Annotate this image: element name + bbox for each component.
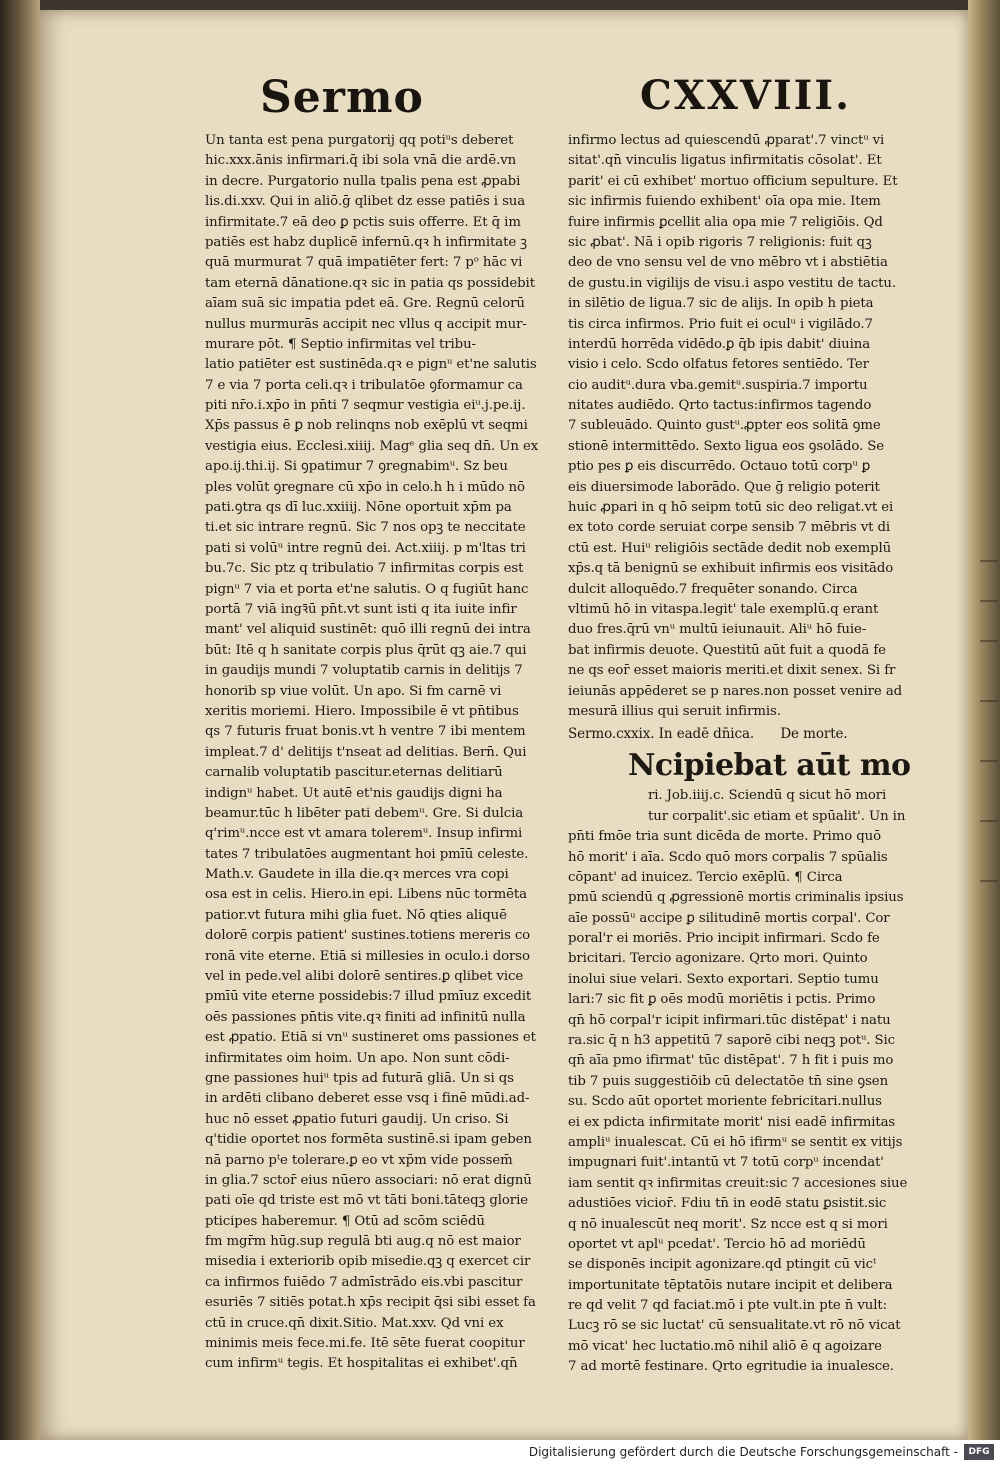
text-line: de gustu.in vigilijs de visu.i aspo vestitu de tactu. [568, 275, 896, 291]
right-text-column [568, 131, 913, 1378]
text-line: beamur.tūc h libēter pati debemᵘ. Gre. Si dulcia [205, 805, 524, 821]
text-line: cōpant' ad inuicez. Tercio exēplū. ¶ Circa [568, 869, 843, 885]
text-line: in silētio de ligua.7 sic de alijs. In opib h pieta [568, 296, 874, 312]
text-line: dulcit alloquēdo.7 frequēter sonando. Circa [568, 581, 858, 597]
text-line: hō morit' i aīa. Scdo quō mors corpalis 7 spūalis [568, 849, 888, 865]
text-line: inolui siue velari. Sexto exportari. Septio tumu [568, 971, 879, 987]
text-line: pmīū vite eterne possidebis:7 illud pmīuz excedit [205, 989, 532, 1005]
text-line: Un tanta est pena purgatorij qq potiᵘs deberet [205, 133, 514, 148]
text-line: xp̄s.q tā benignū se exhibuit infirmis eos visitādo [568, 561, 894, 577]
text-line: q nō inualescūt neq morit'. Sz ncce est q si mori [568, 1216, 888, 1232]
text-line: ca infirmos fuiēdo 7 admīstrādo eis.vbi pascitur [205, 1274, 523, 1290]
text-line: tam eternā dānatione.qꝛ sic in patia qs possidebit [205, 275, 535, 291]
next-page-edge [968, 0, 1000, 1440]
text-line: apo.ij.thi.ij. Si ꝯpatimur 7 ꝯregnabimᵘ. Sz beu [205, 459, 508, 475]
text-line: infirmitate.7 eā deo ꝑ pctis suis offerre. Et q̄ im [205, 214, 521, 230]
text-line: visio i celo. Scdo olfatus fetores sentiēdo. Ter [568, 357, 869, 373]
text-line: mō vicat' hec luctatio.mō nihil aliō ē q agoizare [568, 1338, 882, 1354]
text-line: 7 ad mortē festinare. Qrto egritudie ia inualesce. [568, 1359, 894, 1375]
folio-number: CXXVIII. [640, 72, 851, 119]
text-line: 7 subleuādo. Quinto gustᵘ.ꝓpter eos solitā ꝯme [568, 418, 881, 434]
text-line: pmū sciendū q ꝓgressionē mortis criminalis ipsius [568, 890, 904, 906]
text-line: in decre. Purgatorio nulla tpalis pena est ꝓpabi [205, 173, 521, 189]
text-line: qn̄ aīa pmo ifirmat' tūc distēpat'. 7 h fit i puis mo [568, 1053, 894, 1069]
text-line: minimis meis fece.mi.fe. Itē sēte fuerat coopitur [205, 1336, 525, 1352]
left-text-column [205, 131, 550, 1375]
text-line: sic infirmis fuiendo exhibent' oīa opa mie. Item [568, 194, 881, 210]
text-line: ex toto corde seruiat corpe sensib 7 mēbris vt di [568, 520, 891, 536]
text-line: qs 7 futuris fruat bonis.vt h ventre 7 ibi mentem [205, 724, 526, 740]
text-line: Math.v. Gaudete in illa die.qꝛ merces vra copi [205, 867, 509, 883]
text-line: in ardēti clibano deberet esse vsq i finē mūdi.ad- [205, 1091, 530, 1107]
text-line: eis diuersimode laborādo. Que ḡ religio poterit [568, 479, 880, 495]
text-line: huc nō esset ꝓpatio futuri gaudij. Un criso. Si [205, 1111, 509, 1127]
text-line: gne passiones huiᵘ tpis ad futurā gliā. Un si qs [205, 1070, 514, 1086]
sermon-heading [568, 724, 913, 746]
text-line: oportet vt aplᵘ pcedat'. Tercio hō ad moriēdū [568, 1236, 866, 1252]
funding-credit: Digitalisierung gefördert durch die Deutsche Forschungsgemeinschaft - [528, 1445, 958, 1459]
text-line: vestigia eius. Ecclesi.xiiij. Magᵉ glia seq dn̄. Un ex [205, 438, 539, 454]
text-line: būt: Itē q h sanitate corpis plus q̄rūt qꝫ aie.7 qui [205, 642, 527, 658]
text-line: adustiōes vicior̄. Fdiu tn̄ in eodē statu ꝑsistit.sic [568, 1196, 887, 1212]
text-line: pati si volūᵘ intre regnū dei. Act.xiiij. p m'ltas tri [205, 540, 526, 556]
text-line: in gaudijs mundi 7 voluptatib carnis in delitijs 7 [205, 663, 523, 679]
text-line: ra.sic q̄ n h3 appetitū 7 saporē cibi neqꝫ potᵘ. Sic [568, 1033, 895, 1049]
text-line: pn̄ti fmōe tria sunt dicēda de morte. Primo quō [568, 829, 882, 845]
text-line: ctū est. Huiᵘ religiōis sectāde dedit nob exemplū [568, 540, 892, 556]
right-column-top [568, 131, 913, 722]
text-line: interdū horrēda vidēdo.ꝑ q̄b ipis dabit' diuina [568, 336, 871, 352]
text-line: latio patiēter est sustinēda.qꝛ e pignᵘ et'ne salutis [205, 357, 537, 373]
text-line: vel in pede.vel alibi dolorē sentires.ꝑ qlibet vice [205, 969, 524, 985]
text-line: mant' vel aliquid sustinēt: quō illi regnū dei intra [205, 622, 531, 638]
text-line: se disponēs incipit agonizare.qd ptingit cū vicᵗ [568, 1257, 877, 1273]
text-line: aīam suā sic impatia pdet eā. Gre. Regnū celorū [205, 296, 525, 312]
book-spine [0, 0, 40, 1440]
text-line: tib 7 puis suggestiōib cū delectatōe tn̄ sine ꝯsen [568, 1073, 889, 1089]
text-line: pticipes haberemur. ¶ Otū ad scōm sciēdū [205, 1213, 485, 1229]
running-head-left: Sermo [260, 72, 424, 123]
text-line: xeritis moriemi. Hiero. Impossibile ē vt pn̄tibus [205, 703, 519, 719]
text-line: ctū in cruce.qn̄ dixit.Sitio. Mat.xxv. Qd vni ex [205, 1315, 504, 1331]
text-line: patior.vt futura mihi glia fuet. Nō qties aliquē [205, 907, 507, 923]
text-line: tur corpalit'.sic etiam et spūalit'. Un in [648, 808, 906, 824]
footer-bar [0, 1440, 1000, 1466]
text-line: est ꝓpatio. Etiā si vnᵘ sustineret oms passiones et [205, 1030, 536, 1046]
sermon-title: Sermo.cxxix. In eadē dn̄ica. [568, 726, 755, 743]
text-line: patiēs est habz duplicē infernū.qꝛ h infirmitate ꝫ [205, 234, 527, 250]
text-line: cum infirmᵘ tegis. Et hospitalitas ei exhibet'.qn̄ [205, 1356, 518, 1372]
text-line: indignᵘ habet. Ut autē et'nis gaudijs digni ha [205, 785, 503, 801]
text-line: bat infirmis deuote. Questitū aūt fuit a quodā fe [568, 642, 886, 658]
text-line: pignᵘ 7 via et porta et'ne salutis. O q fugiūt hanc [205, 581, 529, 597]
text-line: infirmo lectus ad quiescendū ꝓparat'.7 vinctᵘ vi [568, 133, 885, 148]
text-line: huic ꝓpari in q hō seipm totū sic deo religat.vt ei [568, 500, 894, 516]
text-line: nā parno pᵗe tolerare.ꝑ eo vt xp̄m vide possem̄ [205, 1152, 513, 1168]
text-line: q'tidie oportet nos formēta sustinē.si ipam geben [205, 1132, 532, 1148]
text-line: ptio pes ꝑ eis discurrēdo. Octauo totū corpᵘ ꝑ [568, 459, 871, 475]
text-line: esuriēs 7 sitiēs potat.h xp̄s recipit q̄si sibi esset fa [205, 1295, 536, 1311]
incipit-continuation [568, 786, 913, 827]
text-line: tis circa infirmos. Prio fuit ei oculᵘ i vigilādo.7 [568, 316, 873, 332]
text-line: osa est in celis. Hiero.in epi. Libens nūc tormēta [205, 887, 527, 903]
text-line: q'rimᵘ.ncce est vt amara toleremᵘ. Insup infirmi [205, 826, 523, 842]
text-line: honorib sp viue volūt. Un apo. Si fm carnē vi [205, 683, 502, 699]
text-line: hic.xxx.ānis infirmari.q̄ ibi sola vnā die ardē.vn [205, 153, 517, 169]
text-line: impleat.7 d' delitijs t'nseat ad delitias. Bern̄. Qui [205, 744, 527, 760]
text-line: qn̄ hō corpal'r icipit infirmari.tūc distēpat' i natu [568, 1012, 891, 1028]
text-line: bricitari. Tercio agonizare. Qrto mori. Quinto [568, 951, 868, 967]
text-line: nitates audiēdo. Qrto tactus:infirmos tagendo [568, 398, 872, 414]
text-line: pati oīe qd triste est mō vt tāti boni.tāteqꝫ glorie [205, 1193, 528, 1209]
text-line: sic ꝓbat'. Nā i opib rigoris 7 religionis: fuit qꝫ [568, 234, 872, 250]
text-line: sitat'.qn̄ vinculis ligatus infirmitatis cōsolat'. Et [568, 153, 882, 169]
text-line: poral'r ei moriēs. Prio incipit infirmari. Scdo fe [568, 931, 880, 947]
text-line: mesurā illius qui seruit infirmis. [568, 703, 781, 719]
text-line: parit' ei cū exhibet' mortuo officium sepulture. Et [568, 173, 898, 189]
incipit-line: Ncipiebat aūt mo [628, 748, 911, 784]
text-line: ieiunās appēderet se p nares.non posset venire ad [568, 683, 903, 699]
text-line: Xp̄s passus ē ꝑ nob relinqns nob exēplū vt seqmi [205, 418, 528, 434]
text-line: Lucꝫ rō se sic luctat' cū sensualitate.vt rō nō vicat [568, 1318, 901, 1334]
text-line: piti nr̄o.i.xp̄o in pn̄ti 7 seqmur vestigia eiᵘ.j.pe.ij. [205, 398, 526, 414]
text-line: duo fres.q̄rū vnᵘ multū ieiunauit. Aliᵘ hō fuie- [568, 622, 867, 638]
text-line: ronā vite eterne. Etiā si millesies in oculo.i dorso [205, 948, 530, 964]
text-line: ti.et sic intrare regnū. Sic 7 nos opꝫ te neccitate [205, 520, 526, 536]
text-line: portā 7 viā ingꝛ̄ū pn̄t.vt sunt isti q ita iuite infir [205, 601, 517, 617]
text-line: misedia i exteriorib opib misedie.qꝫ q exercet cir [205, 1254, 531, 1270]
text-line: deo de vno sensu vel de vno mēbro vt i abstiētia [568, 255, 888, 271]
right-column-bottom [568, 827, 913, 1378]
text-line: dolorē corpis patient' sustines.totiens mereris co [205, 928, 531, 944]
text-line: cio auditᵘ.dura vba.gemitᵘ.suspiria.7 importu [568, 377, 868, 393]
text-line: vltimū hō in vitaspa.legit' tale exemplū.q erant [568, 601, 879, 617]
text-line: stionē intermittēdo. Sexto ligua eos ꝯsolādo. Se [568, 438, 885, 454]
text-line: 7 e via 7 porta celi.qꝛ i tribulatōe ꝯformamur ca [205, 377, 523, 393]
text-line: impugnari fuit'.intantū vt 7 totū corpᵘ incendat' [568, 1155, 884, 1171]
text-line: carnalib voluptatib pascitur.eternas delitiarū [205, 765, 503, 781]
dfg-logo: DFG [964, 1444, 994, 1460]
text-line: ples volūt ꝯregnare cū xp̄o in celo.h h i mūdo nō [205, 479, 525, 495]
text-line: aīe possūᵘ accipe ꝑ silitudinē mortis corpal'. Cor [568, 910, 890, 926]
text-line: pati.ꝯtra qs dī luc.xxiiij. Nōne oportuit xp̄m pa [205, 500, 512, 516]
text-line: importunitate tēptatōis nutare incipit et delibera [568, 1277, 893, 1293]
text-line: quā murmurat 7 quā impatiēter fert: 7 pᵒ hāc vi [205, 255, 523, 271]
text-line: lari:7 sic fit ꝑ oēs modū moriētis i pctis. Primo [568, 992, 876, 1008]
text-line: ei ex pdicta infirmitate morit' nisi eadē infirmitas [568, 1114, 896, 1130]
text-line: ampliᵘ inualescat. Cū ei hō ifirmᵘ se sentit ex vitijs [568, 1134, 903, 1150]
text-line: fm mgr̄m hūg.sup regulā bti aug.q nō est maior [205, 1234, 521, 1250]
text-line: fuire infirmis ꝑcellit alia opa mie 7 religiōis. Qd [568, 214, 883, 230]
text-line: iam sentit qꝛ infirmitas creuit:sic 7 accesiones siue [568, 1175, 908, 1191]
text-line: su. Scdo aūt oportet moriente febricitari.nullus [568, 1094, 882, 1110]
text-line: ri. Job.iiij.c. Sciendū q sicut hō mori [648, 788, 887, 804]
text-line: infirmitates oim hoim. Un apo. Non sunt cōdi- [205, 1050, 510, 1066]
text-line: nullus murmurās accipit nec vllus q accipit mur- [205, 316, 527, 332]
sermon-topic: De morte. [780, 726, 848, 743]
text-line: oēs passiones pn̄tis vite.qꝛ finiti ad infinitū nulla [205, 1009, 526, 1025]
text-line: in glia.7 sctor̄ eius nūero associari: nō erat dignū [205, 1172, 532, 1188]
text-line: re qd velit 7 qd faciat.mō i pte vult.in pte n̄ vult: [568, 1298, 888, 1314]
text-line: ne qs eor̄ esset maioris meriti.et dixit senex. Si fr [568, 663, 896, 679]
text-line: murare pōt. ¶ Septio infirmitas vel tribu- [205, 336, 476, 352]
text-line: lis.di.xxv. Qui in aliō.ḡ qlibet dz esse patiēs i sua [205, 194, 526, 210]
text-line: tates 7 tribulatōes augmentant hoi pmīū celeste. [205, 846, 529, 862]
text-line: bu.7c. Sic ptz q tribulatio 7 infirmitas corpis est [205, 561, 524, 577]
